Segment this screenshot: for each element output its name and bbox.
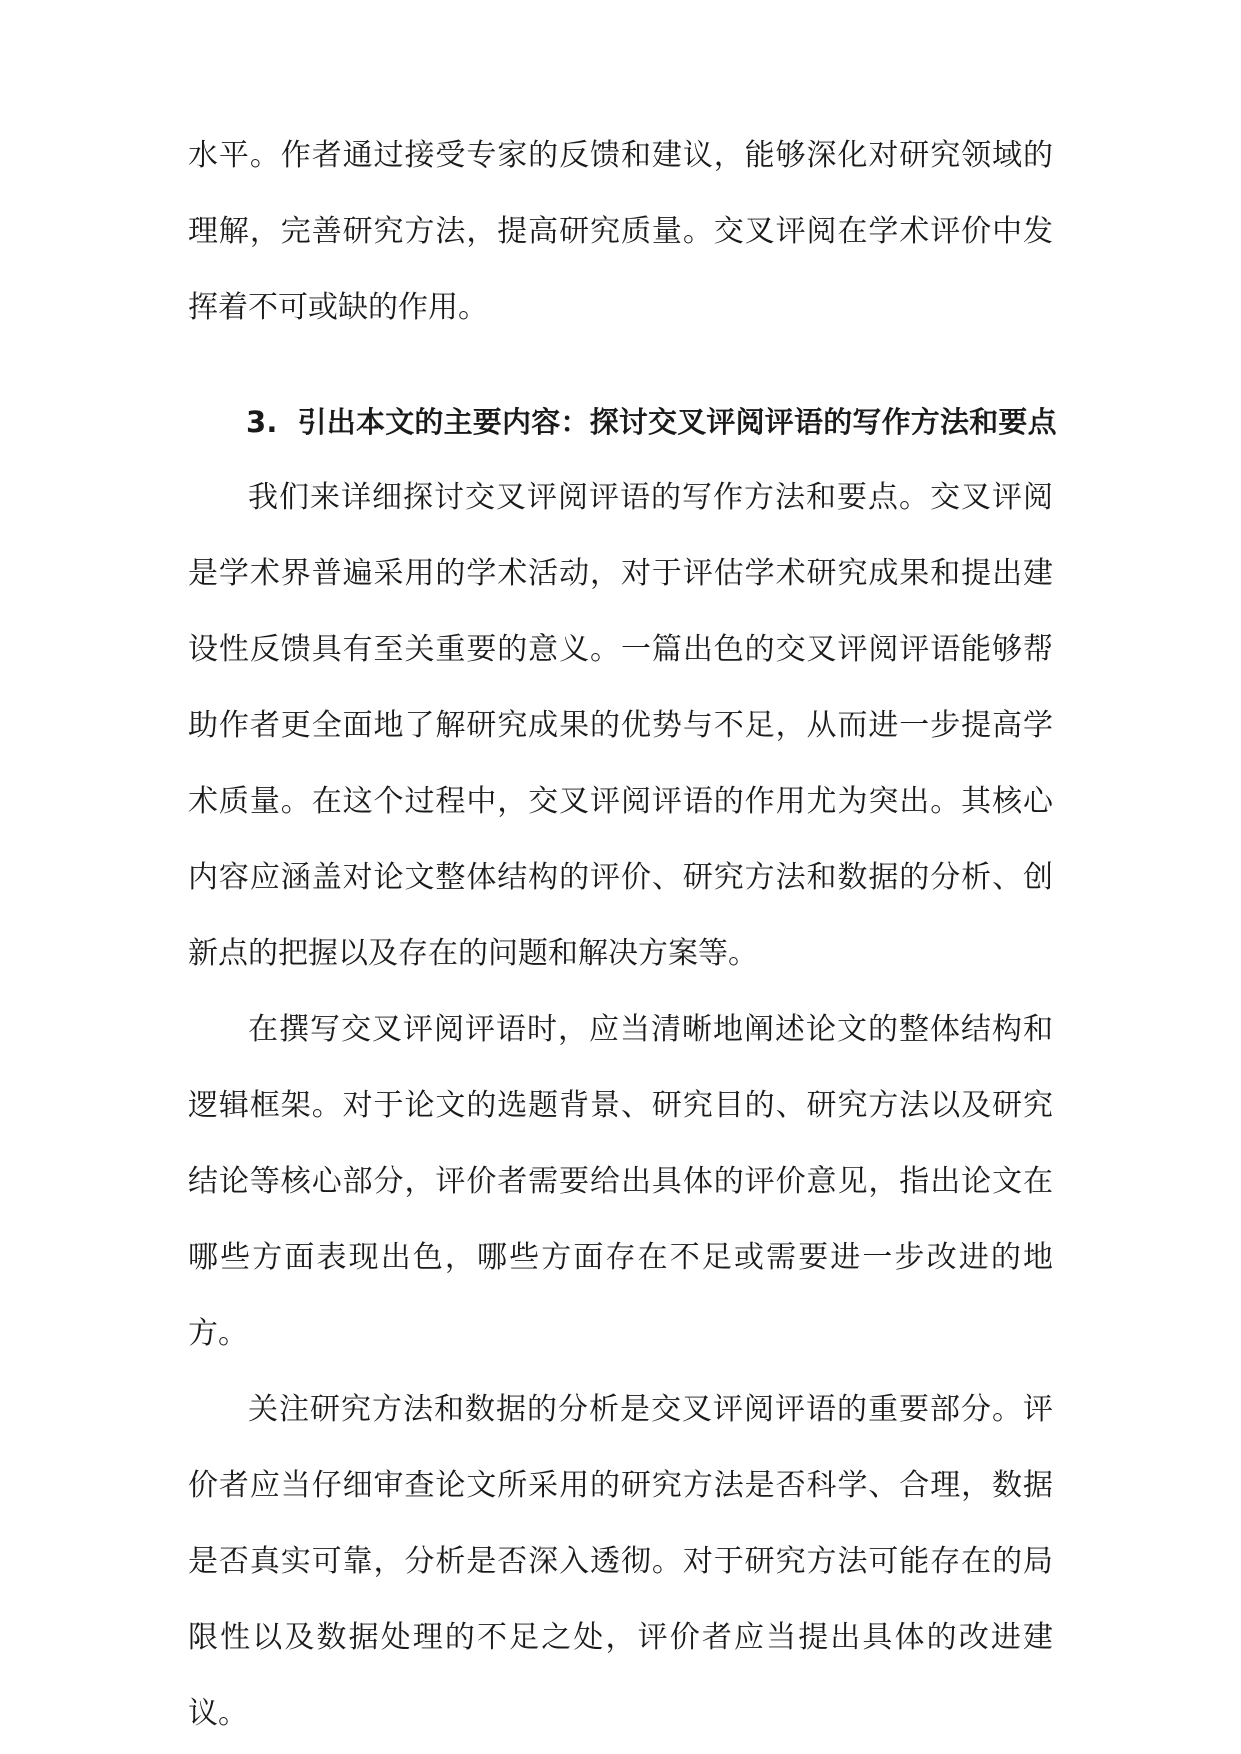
- continued-paragraph: 水平。作者通过接受专家的反馈和建议，能够深化对研究领域的理解，完善研究方法，提高研究质量。交叉评阅在学术评价中发挥着不可或缺的作用。: [188, 138, 1053, 325]
- document-body: [188, 118, 1057, 1752]
- section-title: 引出本文的主要内容：探讨交叉评阅评语的写作方法和要点: [297, 405, 1057, 439]
- body-paragraph: 我们来详细探讨交叉评阅评语的写作方法和要点。交叉评阅是学术界普遍采用的学术活动，对于评估学术研究成果和提出建设性反馈具有至关重要的意义。一篇出色的交叉评阅评语能够帮助作者更全面地了解研究成果的优势与不足，从而进一步提高学术质量。在这个过程中，交叉评阅评语的作用尤为突出。其核心内容应涵盖对论文整体结构的评价、研究方法和数据的分析、创新点的把握以及存在的问题和解决方案等。: [188, 480, 1053, 971]
- body-paragraph: 在撰写交叉评阅评语时，应当清晰地阐述论文的整体结构和逻辑框架。对于论文的选题背景、研究目的、研究方法以及研究结论等核心部分，评价者需要给出具体的评价意见，指出论文在哪些方面表现出色，哪些方面存在不足或需要进一步改进的地方。: [188, 1012, 1053, 1351]
- section-heading: [188, 384, 1057, 460]
- body-paragraph: 关注研究方法和数据的分析是交叉评阅评语的重要部分。评价者应当仔细审查论文所采用的研究方法是否科学、合理，数据是否真实可靠，分析是否深入透彻。对于研究方法可能存在的局限性以及数据处理的不足之处，评价者应当提出具体的改进建议。: [188, 1392, 1053, 1731]
- section-number: 3.: [246, 405, 278, 439]
